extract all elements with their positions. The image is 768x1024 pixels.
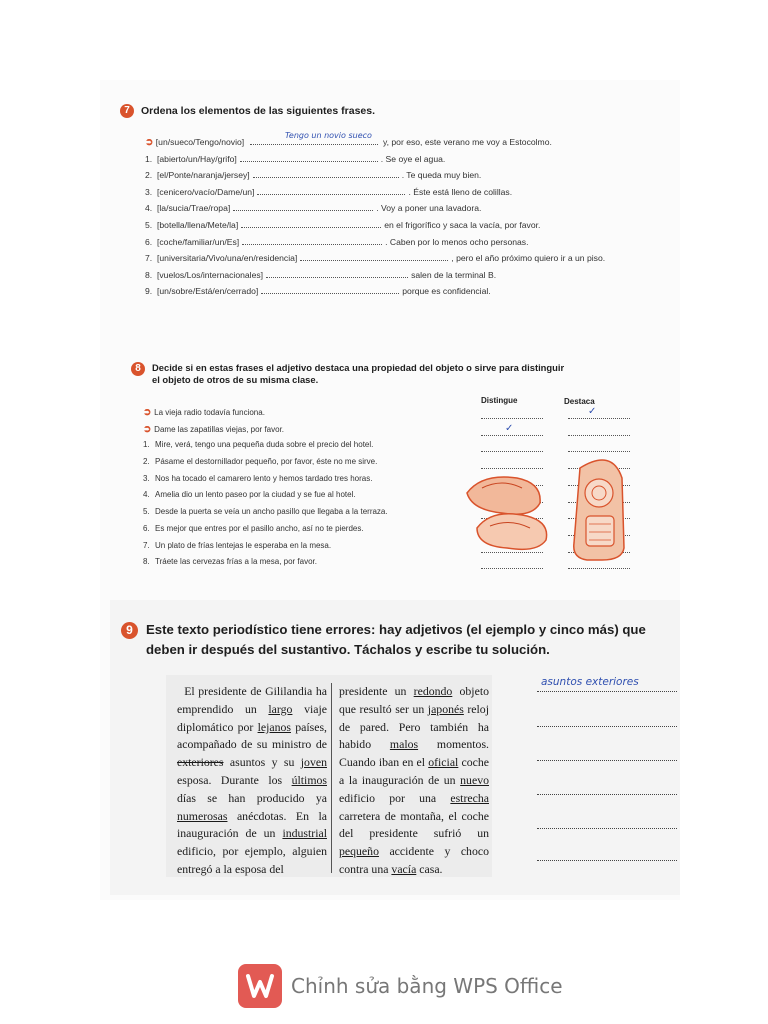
- handwritten-solution: asuntos exteriores: [541, 676, 639, 688]
- item-words: [universitaria/Vivo/una/en/residencia]: [157, 253, 298, 264]
- item-rest: . Éste está lleno de colillas.: [408, 186, 513, 197]
- column-divider: [331, 683, 332, 873]
- exercise-number-7: 7: [120, 104, 134, 118]
- arrow-icon: ➲: [143, 423, 155, 435]
- exercise-8-title-line1: Decide si en estas frases el adjetivo destaca una propiedad del objeto o sirve para distinguir: [152, 362, 565, 373]
- item-sentence: Amelia dio un lento paseo por la ciudad y se fue al hotel.: [155, 490, 356, 500]
- exercise-7-item: [145, 201, 665, 218]
- item-number: 5.: [143, 507, 150, 517]
- item-number: 6.: [145, 236, 153, 247]
- item-number: 4.: [145, 203, 153, 214]
- wps-logo-icon: [238, 964, 282, 1008]
- solution-line-1[interactable]: [537, 681, 677, 692]
- item-number: 4.: [143, 490, 150, 500]
- exercise-8-example: [143, 424, 563, 441]
- item-number: 6.: [143, 523, 150, 533]
- answer-blank[interactable]: [261, 284, 399, 294]
- item-number: 9.: [145, 286, 153, 297]
- solution-line-3[interactable]: [537, 750, 677, 761]
- item-rest: en el frigorífico y saca la vacía, por favor.: [384, 219, 541, 230]
- exercise-7-item: [145, 152, 665, 169]
- exercise-number-8: 8: [131, 362, 145, 376]
- arrow-icon: ➲: [143, 407, 155, 418]
- item-words: [botella/llena/Mete/la]: [157, 219, 239, 230]
- answer-blank-destaca[interactable]: [568, 435, 630, 436]
- item-sentence: Nos ha tocado el camarero lento y hemos tardado tres horas.: [155, 473, 373, 483]
- newspaper-column-left: El presidente de Gililandia ha emprendido un largo viaje diplomático por lejanos países, acompañado de su ministro de exteriores asuntos y su joven esposa. Durante los últimos días se han producido ya numerosas anécdotas. En la inauguración de un industrial edificio, por ejemplo, alguien entregó a la esposa del: [177, 684, 327, 876]
- exercise-7-item: [145, 268, 665, 285]
- answer-blank[interactable]: [240, 152, 378, 162]
- answer-blank[interactable]: [257, 185, 405, 195]
- item-words: [vuelos/Los/internacionales]: [157, 269, 264, 280]
- solution-line-5[interactable]: [537, 818, 677, 829]
- answer-blank-destaca[interactable]: [568, 418, 630, 419]
- exercise-7-item: [145, 235, 665, 252]
- item-sentence: Mire, verá, tengo una pequeña duda sobre el precio del hotel.: [155, 440, 374, 450]
- item-rest: . Caben por lo menos ocho personas.: [385, 236, 529, 247]
- item-rest: . Te queda muy bien.: [401, 170, 482, 181]
- item-sentence: Tráete las cervezas frías a la mesa, por favor.: [155, 557, 317, 567]
- exercise-8-title-line2: el objeto de otros de su misma clase.: [152, 374, 319, 385]
- item-rest: salen de la terminal B.: [411, 269, 497, 280]
- item-number: 1.: [143, 440, 150, 450]
- item-number: 2.: [145, 170, 153, 181]
- item-number: 5.: [145, 219, 153, 230]
- exercise-7-item: [145, 168, 665, 185]
- exercise-7-title: Ordena los elementos de las siguientes frases.: [141, 105, 376, 117]
- item-number: 3.: [143, 473, 150, 483]
- item-words: [abierto/un/Hay/grifo]: [157, 153, 237, 164]
- answer-blank[interactable]: [253, 168, 399, 178]
- answer-blank[interactable]: [300, 251, 448, 261]
- item-rest: , pero el año próximo quiero ir a un piso.: [451, 253, 606, 264]
- slipper-icon: [467, 477, 547, 549]
- slippers-radio-illustration: [462, 448, 632, 573]
- exercise-8-example: [143, 407, 563, 424]
- item-rest: . Se oye el agua.: [380, 153, 446, 164]
- example-sentence: La vieja radio todavía funciona.: [154, 408, 265, 417]
- item-number: 8.: [145, 269, 153, 280]
- exercise-7-item: [145, 185, 665, 202]
- exercise-7-example: [145, 131, 665, 152]
- answer-blank-distingue[interactable]: [481, 435, 543, 436]
- example-rest: y, por eso, este verano me voy a Estocolmo.: [382, 137, 552, 147]
- exercise-7-list: [145, 131, 665, 301]
- exercise-number-9: 9: [121, 622, 138, 639]
- answer-blank[interactable]: [233, 201, 373, 211]
- item-number: 3.: [145, 186, 153, 197]
- exercise-7-item: [145, 284, 665, 301]
- example-words: [un/sueco/Tengo/novio]: [155, 137, 245, 147]
- radio-icon: [574, 460, 624, 560]
- column-destaca: Destaca: [564, 397, 595, 406]
- answer-blank-distingue[interactable]: [481, 418, 543, 419]
- answer-blank[interactable]: [242, 235, 382, 245]
- item-words: [cenicero/vacío/Dame/un]: [157, 186, 255, 197]
- item-number: 1.: [145, 153, 153, 164]
- item-words: [la/sucia/Trae/ropa]: [157, 203, 231, 214]
- check-mark-icon: ✓: [505, 422, 514, 434]
- column-distingue: Distingue: [481, 396, 518, 405]
- exercise-7-item: [145, 251, 665, 268]
- newspaper-column-right: presidente un redondo objeto que resultó ser un japonés reloj de pared. Pero también ha habido malos momentos. Cuando iban en el oficial coche a la inauguración de un nuevo edificio por una estrecha carretera de montaña, el coche del presidente sufrió un pequeño accidente y choco contra una vacía casa.: [339, 684, 489, 876]
- answer-blank[interactable]: [266, 268, 408, 278]
- item-words: [coche/familiar/un/Es]: [157, 236, 240, 247]
- wps-edit-label[interactable]: Chỉnh sửa bằng WPS Office: [291, 974, 563, 998]
- item-number: 7.: [145, 253, 153, 264]
- item-sentence: Es mejor que entres por el pasillo ancho, así no te pierdes.: [155, 523, 364, 533]
- solution-line-6[interactable]: [537, 850, 677, 861]
- item-sentence: Pásame el destornillador pequeño, por favor, éste no me sirve.: [155, 457, 378, 467]
- answer-blank[interactable]: [241, 218, 381, 228]
- item-rest: . Voy a poner una lavadora.: [376, 203, 482, 214]
- solution-line-4[interactable]: [537, 784, 677, 795]
- item-words: [un/sobre/Está/en/cerrado]: [157, 286, 259, 297]
- solution-line-2[interactable]: [537, 716, 677, 727]
- item-rest: porque es confidencial.: [402, 286, 491, 297]
- exercise-7-item: [145, 218, 665, 235]
- item-words: [el/Ponte/naranja/jersey]: [157, 170, 250, 181]
- handwritten-answer: Tengo un novio sueco: [285, 131, 372, 140]
- item-number: 7.: [143, 540, 150, 550]
- item-number: 2.: [143, 457, 150, 467]
- item-sentence: Desde la puerta se veía un ancho pasillo que llegaba a la terraza.: [155, 507, 388, 517]
- item-sentence: Un plato de frías lentejas le esperaba en la mesa.: [155, 540, 332, 550]
- check-mark-icon: ✓: [588, 406, 597, 417]
- item-number: 8.: [143, 557, 150, 567]
- exercise-9-title: Este texto periodístico tiene errores: hay adjetivos (el ejemplo y cinco más) que deben ir después del sustantivo. Táchalos y escribe tu solución.: [146, 622, 646, 657]
- arrow-icon: ➲: [145, 137, 154, 148]
- example-sentence: Dame las zapatillas viejas, por favor.: [154, 424, 285, 434]
